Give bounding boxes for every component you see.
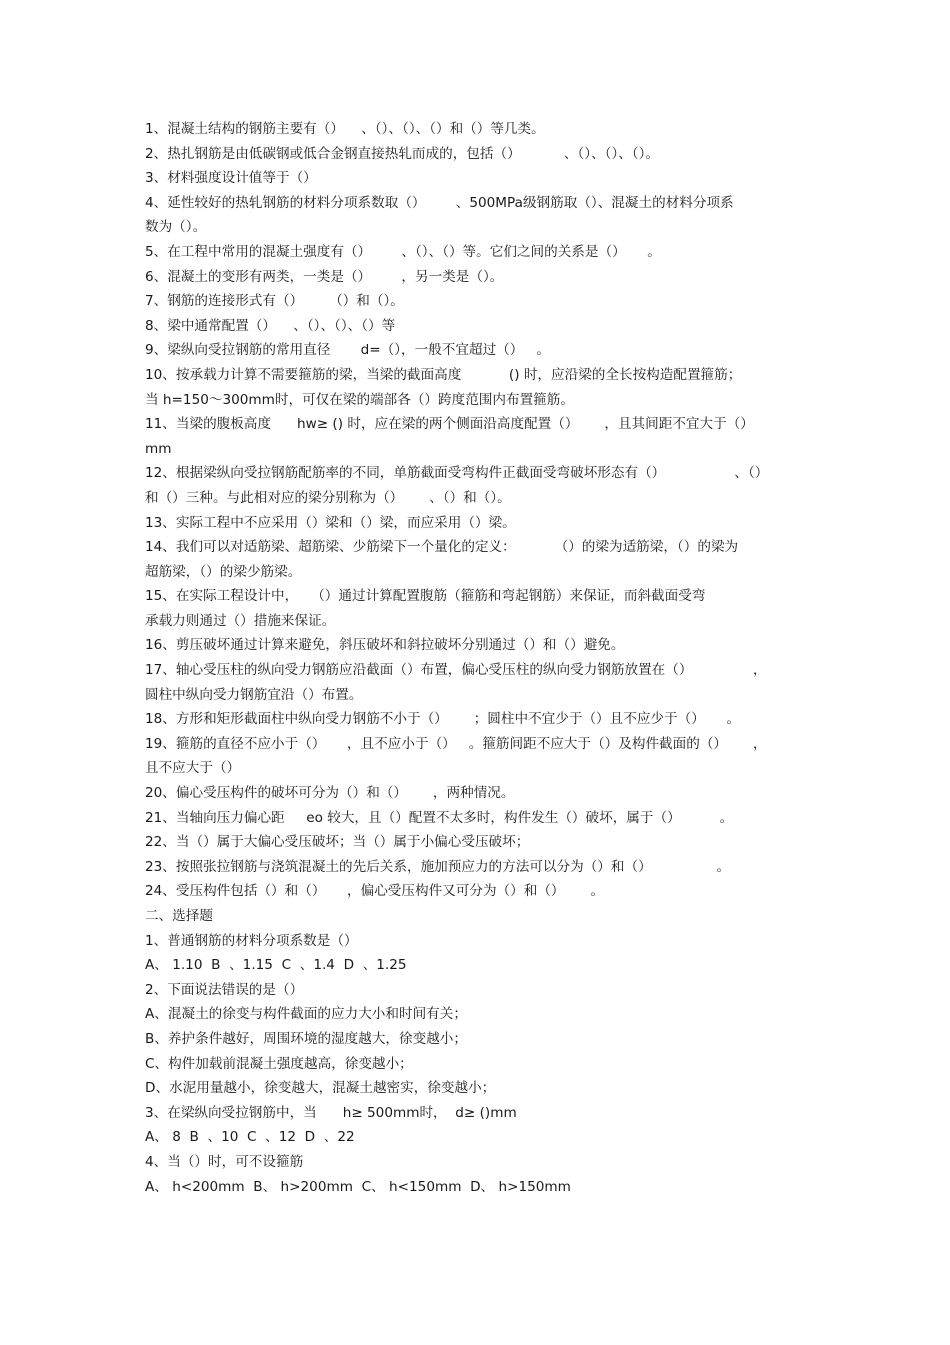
text-line: 数为（）。	[145, 219, 207, 236]
text-line: 9、梁纵向受拉钢筋的常用直径 d=（），一般不宜超过（） 。	[145, 342, 550, 359]
text-line: 4、延性较好的热轧钢筋的材料分项系数取（） 、500MPa级钢筋取（）、混凝土的材料分项系	[145, 194, 734, 211]
text-line: 2、下面说法错误的是（）	[145, 981, 304, 998]
text-line: 13、实际工程中不应采用（）梁和（）梁，而应采用（）梁。	[145, 514, 516, 531]
text-line: 15、在实际工程设计中， （）通过计算配置腹筋（箍筋和弯起钢筋）来保证，而斜截面受弯	[145, 588, 706, 605]
text-line: B、养护条件越好，周围环境的湿度越大，徐变越小；	[145, 1030, 467, 1047]
text-line: A、 8 B 、10 C 、12 D 、22	[145, 1129, 355, 1146]
text-line: 20、偏心受压构件的破坏可分为（）和（） ，两种情况。	[145, 785, 515, 802]
text-line: 23、按照张拉钢筋与浇筑混凝土的先后关系，施加预应力的方法可以分为（）和（） 。	[145, 858, 731, 875]
text-line: 8、梁中通常配置（） 、（）、（）、（）等	[145, 317, 396, 334]
text-line: 14、我们可以对适筋梁、超筋梁、少筋梁下一个量化的定义： （）的梁为适筋梁，（）的梁为	[145, 539, 739, 556]
text-line: A、 1.10 B 、1.15 C 、1.4 D 、1.25	[145, 957, 407, 974]
text-line: 18、方形和矩形截面柱中纵向受力钢筋不小于（） ；圆柱中不宜少于（）且不应少于（） 。	[145, 711, 740, 728]
text-line: 7、钢筋的连接形式有（） （）和（）。	[145, 293, 404, 310]
text-line: D、水泥用量越小，徐变越大，混凝土越密实，徐变越小；	[145, 1080, 496, 1097]
text-line: 和（）三种。与此相对应的梁分别称为（） 、（）和（）。	[145, 489, 511, 506]
text-line: 圆柱中纵向受力钢筋宜沿（）布置。	[145, 686, 363, 703]
text-line: 24、受压构件包括（）和（） ，偏心受压构件又可分为（）和（） 。	[145, 883, 605, 900]
text-line: A、混凝土的徐变与构件截面的应力大小和时间有关；	[145, 1006, 467, 1023]
section-heading: 二、选择题	[145, 908, 213, 924]
text-line: 5、在工程中常用的混凝土强度有（） 、（）、（）等。它们之间的关系是（） 。	[145, 243, 661, 260]
document-body	[145, 117, 815, 1199]
text-line: C、构件加载前混凝土强度越高，徐变越小；	[145, 1055, 413, 1072]
text-line: 21、当轴向压力偏心距 eo 较大，且（）配置不太多时，构件发生（）破坏，属于（） 。	[145, 809, 734, 826]
text-line: 4、当（）时，可不设箍筋	[145, 1153, 304, 1170]
text-line: 2、热扎钢筋是由低碳钢或低合金钢直接热轧而成的，包括（） 、（）、（）、（）。	[145, 145, 660, 162]
text-line: 22、当（）属于大偏心受压破坏；当（）属于小偏心受压破坏；	[145, 834, 530, 851]
text-line: 且不应大于（）	[145, 760, 241, 777]
text-line: 6、混凝土的变形有两类，一类是（） ，另一类是（）。	[145, 268, 504, 285]
text-line: A、 h<200mm B、 h>200mm C、 h<150mm D、 h>150mm	[145, 1178, 571, 1195]
text-line: 承载力则通过（）措施来保证。	[145, 612, 336, 629]
text-line: 3、在梁纵向受拉钢筋中，当 h≥ 500mm时， d≥ ()mm	[145, 1104, 517, 1121]
text-line: 1、普通钢筋的材料分项系数是（）	[145, 932, 358, 949]
text-line: 19、箍筋的直径不应小于（） ，且不应小于（） 。箍筋间距不应大于（）及构件截面的（） ，	[145, 735, 767, 752]
text-line: 10、按承载力计算不需要箍筋的梁，当梁的截面高度 () 时，应沿梁的全长按构造配置箍筋；	[145, 366, 742, 383]
text-line: 3、材料强度设计值等于（）	[145, 170, 317, 187]
text-line: 11、当梁的腹板高度 hw≥ () 时，应在梁的两个侧面沿高度配置（） ，且其间距不宜大于（）	[145, 416, 754, 433]
text-line: mm	[145, 440, 172, 457]
text-line: 1、混凝土结构的钢筋主要有（） 、（）、（）、（）和（）等几类。	[145, 121, 545, 137]
text-line: 17、轴心受压柱的纵向受力钢筋应沿截面（）布置，偏心受压柱的纵向受力钢筋放置在（） ，	[145, 662, 767, 679]
text-line: 超筋梁，（）的梁少筋梁。	[145, 563, 302, 580]
text-line: 当 h=150～300mm时，可仅在梁的端部各（）跨度范围内布置箍筋。	[145, 391, 574, 408]
text-line: 12、根据梁纵向受拉钢筋配筋率的不同，单筋截面受弯构件正截面受弯破坏形态有（） 、（）	[145, 465, 769, 482]
text-line: 16、剪压破坏通过计算来避免，斜压破坏和斜拉破坏分别通过（）和（）避免。	[145, 637, 625, 654]
